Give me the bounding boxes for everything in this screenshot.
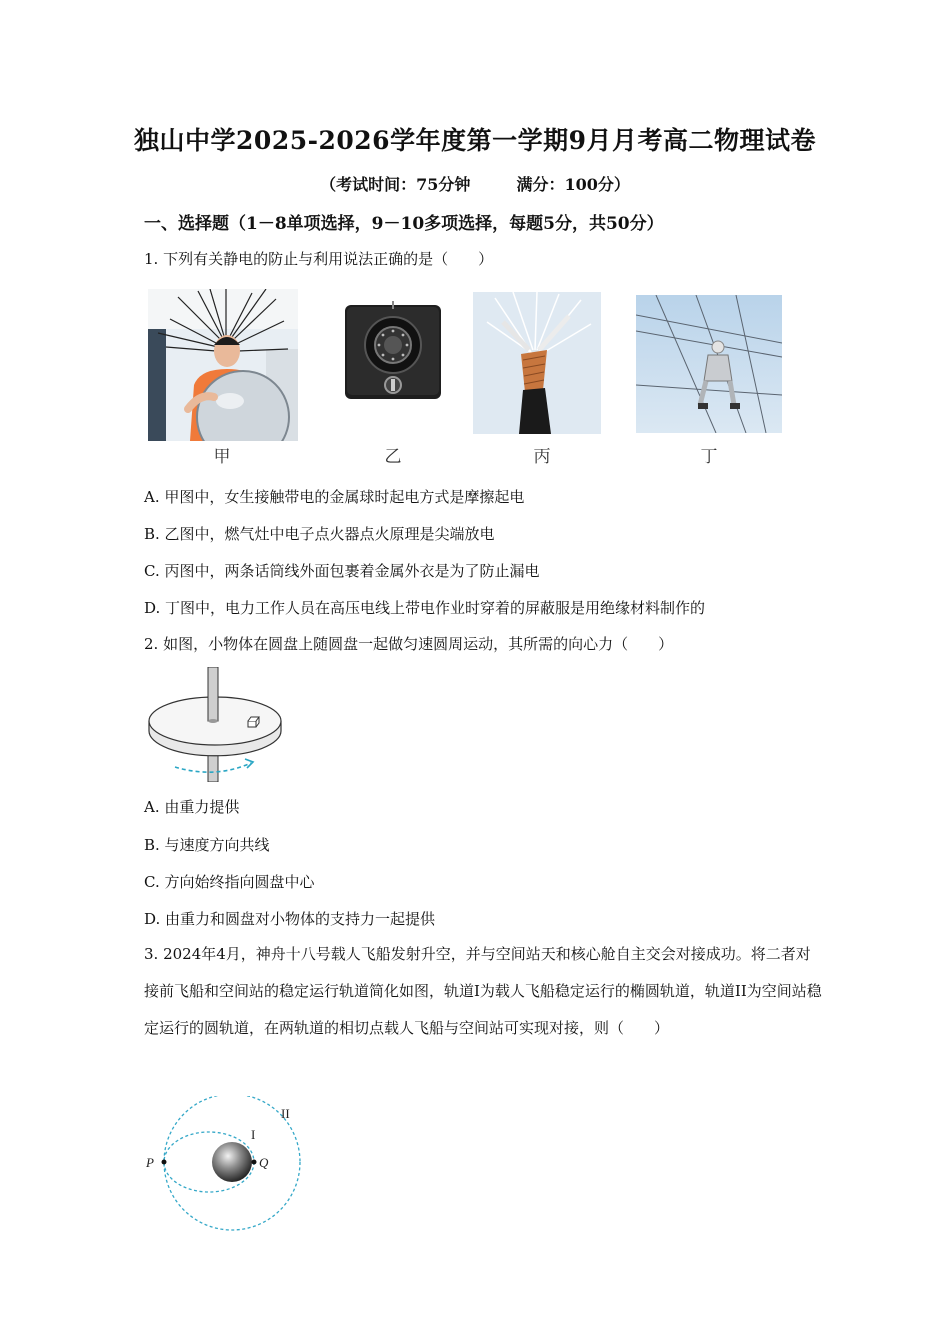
rotating-disk-diagram [145,667,285,782]
exam-score-note: 满分：100分） [516,175,630,194]
exam-subtitle [0,172,950,195]
figure-caption-ding: 丁 [700,447,718,467]
exam-time-note: （考试时间：75分钟 [320,175,471,194]
question-2-option-a: A. 由重力提供 [144,798,240,816]
question-2-option-c: C. 方向始终指向圆盘中心 [144,873,315,891]
figure-yi-photo [345,301,441,399]
section-heading: 一、选择题（1－8单项选择，9－10多项选择，每题5分，共50分） [144,214,664,234]
question-1-option-c: C. 丙图中，两条话筒线外面包裹着金属外衣是为了防止漏电 [144,562,540,580]
question-2-option-d: D. 由重力和圆盘对小物体的支持力一起提供 [144,910,436,928]
question-1-option-b: B. 乙图中，燃气灶中电子点火器点火原理是尖端放电 [144,525,495,543]
question-1-stem: 1. 下列有关静电的防止与利用说法正确的是（ ） [144,250,494,268]
point-label-q: Q [259,1155,269,1170]
figure-caption-jia: 甲 [213,447,231,467]
question-2-option-b: B. 与速度方向共线 [144,836,270,854]
figure-caption-yi: 乙 [384,447,402,467]
orbit-label-ii: II [281,1106,290,1121]
exam-title: 独山中学2025-2026学年度第一学期9月月考高二物理试卷 [134,126,816,155]
point-label-p: P [146,1155,154,1170]
figure-bing-photo [473,292,601,434]
orbit-diagram [140,1096,310,1232]
question-1-option-d: D. 丁图中，电力工作人员在高压电线上带电作业时穿着的屏蔽服是用绝缘材料制作的 [144,599,706,617]
figure-caption-bing: 丙 [533,447,551,467]
question-2-stem: 2. 如图，小物体在圆盘上随圆盘一起做匀速圆周运动，其所需的向心力（ ） [144,635,674,653]
question-3-stem: 3. 2024年4月，神舟十八号载人飞船发射升空，并与空间站天和核心舱自主交会对接成功。将二者对接前飞船和空间站的稳定运行轨道简化如图，轨道I为载人飞船稳定运行的椭圆轨道，轨道II为空间站稳定运行的圆轨道，在两轨道的相切点载人飞船与空间站可实现对接，则（ ） [144,945,822,1037]
question-1-option-a: A. 甲图中，女生接触带电的金属球时起电方式是摩擦起电 [144,488,525,506]
figure-jia-photo [148,289,298,441]
orbit-label-i: I [251,1127,256,1142]
figure-ding-photo [636,295,782,433]
